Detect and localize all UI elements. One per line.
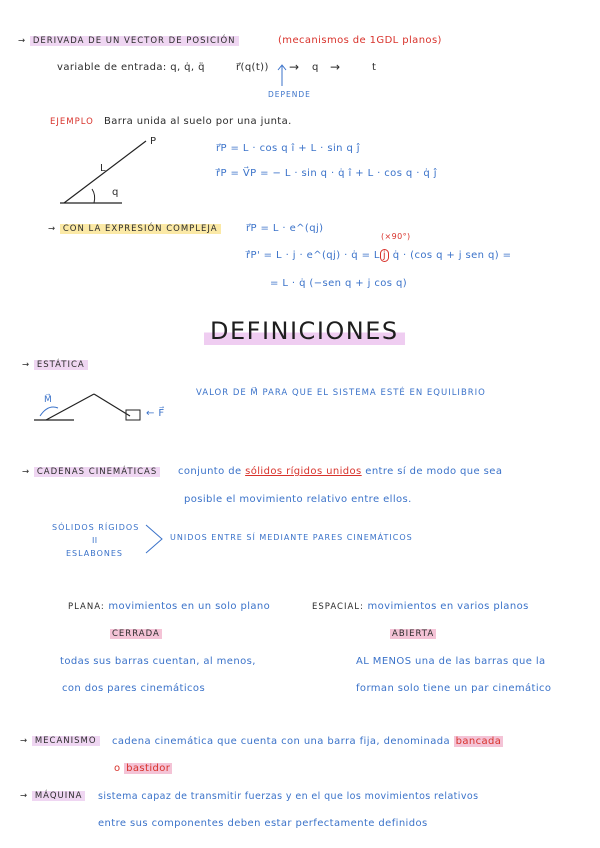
spatial-text: movimientos en varios planos bbox=[367, 601, 529, 612]
plane-type bbox=[68, 601, 270, 612]
point-p-label: P bbox=[150, 136, 157, 147]
mechanism-definition-line2: o bastidor bbox=[114, 763, 171, 774]
chassis-term: bastidor bbox=[126, 763, 171, 774]
depends-arrow-icon bbox=[272, 62, 292, 92]
arrow-icon: → bbox=[330, 60, 341, 74]
arrow-icon: → bbox=[289, 60, 300, 74]
example-label: EJEMPLO bbox=[50, 117, 94, 127]
equals-mark: II bbox=[92, 536, 98, 545]
closed-label: CERRADA bbox=[112, 629, 160, 639]
statics-bullet bbox=[22, 360, 88, 370]
links-label: ESLABONES bbox=[66, 549, 124, 558]
header-bullet bbox=[18, 36, 239, 46]
complex-equation-2: ṙ⃗P' = L · j · e^(qj) · q̇ = L j q̇ · (cos q + j sen q) = bbox=[246, 250, 512, 261]
complex-equation-1: r⃗P = L · e^(qj) bbox=[246, 223, 324, 234]
header-note: (mecanismos de 1GDL planos) bbox=[278, 35, 442, 46]
chains-bullet bbox=[22, 467, 160, 477]
mechanism-bullet bbox=[20, 736, 100, 746]
spatial-type bbox=[312, 601, 529, 612]
brace-definition: UNIDOS ENTRE SÍ MEDIANTE PARES CINEMÁTICOS bbox=[170, 533, 413, 542]
arrow-icon: → bbox=[48, 224, 57, 234]
open-line1: AL MENOS una de las barras que la bbox=[356, 656, 546, 667]
chains-definition-line2: posible el movimiento relativo entre ellos. bbox=[184, 494, 412, 505]
machine-definition-line1: sistema capaz de transmitir fuerzas y en el que los movimientos relativos bbox=[98, 791, 479, 802]
rotation-note: (×90°) bbox=[381, 232, 411, 241]
bar-diagram bbox=[60, 135, 170, 215]
solids-label: SÓLIDOS RÍGIDOS bbox=[52, 523, 140, 532]
plane-text: movimientos en un solo plano bbox=[108, 601, 271, 612]
q-variable: q bbox=[312, 62, 319, 73]
depends-label: DEPENDE bbox=[268, 90, 311, 99]
chains-definition-line1: conjunto de sólidos rígidos unidos entre sí de modo que sea bbox=[178, 466, 503, 477]
open-line2: forman solo tiene un par cinemático bbox=[356, 683, 552, 694]
velocity-equation: ṙ⃗P = V⃗P = − L · sin q · q̇ î + L · cos q · q̇ ĵ bbox=[216, 168, 437, 179]
spatial-label: ESPACIAL: bbox=[312, 602, 364, 612]
example-text: Barra unida al suelo por una junta. bbox=[104, 116, 292, 127]
machine-definition-line2: entre sus componentes deben estar perfectamente definidos bbox=[98, 818, 428, 829]
complex-label: CON LA EXPRESIÓN COMPLEJA bbox=[60, 224, 221, 234]
angle-q-label: q bbox=[112, 187, 119, 198]
input-variables: variable de entrada: q, q̇, q̈ bbox=[57, 62, 205, 73]
j-factor: j bbox=[380, 249, 389, 262]
mechanism-definition: cadena cinemática que cuenta con una barra fija, denominada bancada bbox=[112, 736, 502, 747]
complex-bullet bbox=[48, 224, 221, 234]
closed-line1: todas sus barras cuentan, al menos, bbox=[60, 656, 256, 667]
mechanism-label: MECANISMO bbox=[32, 736, 100, 746]
t-variable: t bbox=[372, 62, 377, 73]
statics-definition: VALOR DE M⃗ PARA QUE EL SISTEMA ESTÉ EN EQUILIBRIO bbox=[196, 388, 486, 398]
complex-equation-3: = L · q̇ (−sen q + j cos q) bbox=[270, 278, 408, 289]
definitions-title: DEFINICIONES bbox=[204, 317, 405, 345]
closed-line2: con dos pares cinemáticos bbox=[62, 683, 206, 694]
length-l-label: L bbox=[100, 163, 106, 174]
plane-label: PLANA: bbox=[68, 602, 105, 612]
machine-label: MÁQUINA bbox=[32, 791, 86, 801]
statics-label: ESTÁTICA bbox=[34, 360, 88, 370]
frame-term: bancada bbox=[455, 736, 502, 747]
arrow-icon: → bbox=[22, 360, 31, 370]
force-label: ← F⃗ bbox=[146, 408, 165, 419]
arrow-icon: → bbox=[22, 467, 31, 477]
arrow-icon: → bbox=[20, 736, 29, 746]
arrow-icon: → bbox=[20, 791, 29, 801]
moment-label: M⃗ bbox=[44, 395, 53, 405]
rigid-solids-term: sólidos rígidos unidos bbox=[245, 466, 362, 477]
position-equation: r⃗P = L · cos q î + L · sin q ĵ bbox=[216, 143, 360, 154]
position-vector: r⃗(q(t)) bbox=[236, 62, 269, 73]
machine-bullet bbox=[20, 791, 85, 801]
header-title: DERIVADA DE UN VECTOR DE POSICIÓN bbox=[30, 36, 239, 46]
chains-label: CADENAS CINEMÁTICAS bbox=[34, 467, 160, 477]
open-label: ABIERTA bbox=[392, 629, 435, 639]
arrow-icon: → bbox=[18, 36, 27, 46]
